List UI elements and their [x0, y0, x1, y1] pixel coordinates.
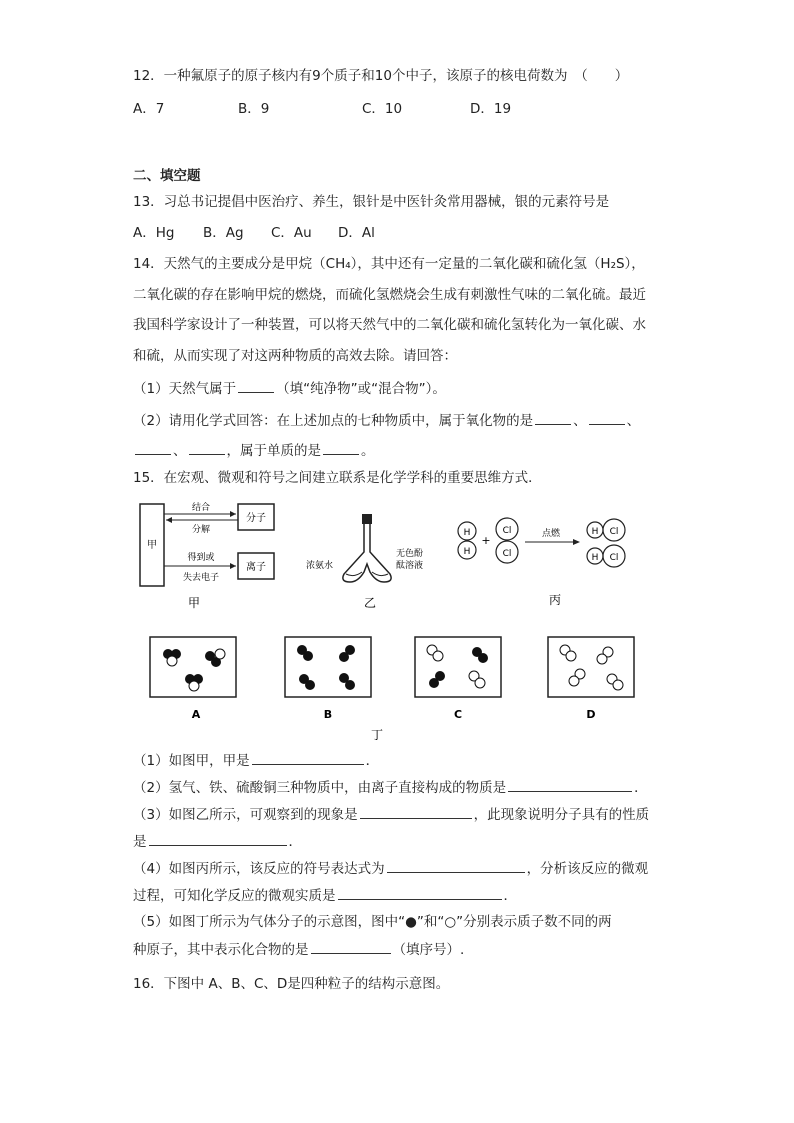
q15-sub2 — [133, 777, 648, 798]
q15-sub4-text-b: ，分析该反应的微观 — [526, 861, 649, 877]
figure-yi-ammonia-label: 浓氨水 — [306, 561, 334, 571]
q15-sub5-cont — [133, 939, 464, 960]
answer-blank[interactable] — [311, 939, 391, 954]
q13-option-a: A．Hg — [133, 225, 175, 241]
figure-ding-caption: 丁 — [370, 728, 384, 742]
q13-stem: 13．习总书记提倡中医治疗、养生，银针是中医针灸常用器械，银的元素符号是 — [133, 194, 610, 210]
answer-blank[interactable] — [238, 378, 274, 393]
q15-figures-top — [130, 496, 650, 612]
figure-yi-caption: 乙 — [363, 596, 377, 610]
reaction-condition: 点燃 — [541, 529, 561, 539]
q15-sub4-text-c: 过程，可知化学反应的微观实质是 — [133, 888, 336, 904]
answer-blank[interactable] — [135, 440, 171, 455]
q14-sub2-text-b: ，属于单质的是 — [226, 443, 321, 459]
answer-blank[interactable] — [323, 440, 359, 455]
separator: 、 — [626, 413, 641, 429]
q12-option-a: A．7 — [133, 101, 165, 117]
atom-h: H — [463, 547, 471, 557]
q14-sub1-hint: （填“纯净物”或“混合物”）。 — [276, 381, 446, 397]
figure-bing-caption: 丙 — [548, 593, 562, 607]
figure-ding-label-b: B — [323, 708, 333, 721]
q14-line-1: 14．天然气的主要成分是甲烷（CH₄），其中还有一定量的二氧化碳和硫化氢（H₂S）， — [133, 256, 645, 272]
figure-jia-gain-label: 得到或 — [187, 553, 215, 563]
atom-h: H — [591, 527, 599, 537]
q15-sub1 — [133, 750, 379, 771]
answer-blank[interactable] — [535, 410, 571, 425]
atom-cl: Cl — [609, 553, 619, 563]
period: ． — [503, 888, 517, 904]
section-title: 二、填空题 — [133, 168, 201, 184]
figure-jia-molecule-label: 分子 — [246, 513, 266, 524]
q15-sub5-text-b: 种原子，其中表示化合物的是 — [133, 942, 309, 958]
q15-sub3-text-b: ，此现象说明分子具有的性质 — [473, 807, 650, 823]
answer-blank[interactable] — [508, 777, 632, 792]
q12-option-c: C．10 — [362, 101, 403, 117]
q15-sub5: （5）如图丁所示为气体分子的示意图，图中“●”和“○”分别表示质子数不同的两 — [133, 914, 612, 930]
answer-blank[interactable] — [387, 858, 525, 873]
period: ． — [288, 834, 302, 850]
plus-sign: + — [481, 534, 491, 547]
q14-line-4: 和硫，从而实现了对这两种物质的高效去除。请回答： — [133, 348, 457, 364]
atom-h: H — [591, 553, 599, 563]
figure-jia-caption: 甲 — [187, 596, 201, 610]
figure-jia-ion-label: 离子 — [246, 562, 266, 573]
figure-yi — [306, 514, 423, 610]
figure-bing — [458, 518, 625, 607]
q12-stem: 12．一种氟原子的原子核内有9个质子和10个中子，该原子的核电荷数为 （ ） — [133, 68, 629, 84]
q15-sub4-text: （4）如图丙所示，该反应的符号表达式为 — [133, 861, 385, 877]
figure-jia-combine-label: 结合 — [191, 503, 211, 513]
figure-yi-phenol-label-2: 酞溶液 — [396, 561, 424, 571]
q13-option-d: D．Al — [338, 225, 375, 241]
figure-ding-label-a: A — [191, 708, 201, 721]
figure-yi-phenol-label-1: 无色酚 — [396, 549, 424, 559]
answer-blank[interactable] — [360, 804, 472, 819]
separator: 、 — [573, 413, 587, 429]
q15-sub3-text-c: 是 — [133, 834, 147, 850]
figure-jia — [140, 501, 274, 610]
figure-ding — [140, 632, 650, 744]
q12-option-d: D．19 — [470, 101, 512, 117]
q15-sub4 — [133, 858, 648, 879]
figure-jia-lose-label: 失去电子 — [182, 573, 220, 583]
period: 。 — [361, 443, 375, 459]
q15-sub4-cont — [133, 885, 517, 906]
q14-sub1 — [133, 378, 446, 399]
answer-blank[interactable] — [589, 410, 625, 425]
q12-option-b: B．9 — [238, 101, 270, 117]
q15-sub3-cont — [133, 831, 302, 852]
q16-stem: 16．下图中 A、B、C、D是四种粒子的结构示意图。 — [133, 976, 450, 992]
q14-sub2 — [133, 410, 640, 431]
figure-ding-label-d: D — [586, 708, 596, 721]
q14-sub1-text: （1）天然气属于 — [133, 381, 237, 397]
answer-blank[interactable] — [252, 750, 364, 765]
q15-sub5-text-c: （填序号）. — [392, 942, 465, 958]
answer-blank[interactable] — [149, 831, 287, 846]
atom-h: H — [463, 528, 471, 538]
atom-cl: Cl — [609, 527, 619, 537]
atom-cl: Cl — [502, 526, 512, 536]
q14-sub2-text: （2）请用化学式回答：在上述加点的七种物质中，属于氧化物的是 — [133, 413, 534, 429]
q14-line-2: 二氧化碳的存在影响甲烷的燃烧，而硫化氢燃烧会生成有刺激性气味的二氧化硫。最近 — [133, 287, 646, 303]
q15-stem: 15．在宏观、微观和符号之间建立联系是化学学科的重要思维方式． — [133, 470, 542, 486]
q15-sub3 — [133, 804, 649, 825]
q14-sub2-cont — [133, 440, 375, 461]
answer-blank[interactable] — [189, 440, 225, 455]
separator: 、 — [173, 443, 187, 459]
q15-sub3-text: （3）如图乙所示，可观察到的现象是 — [133, 807, 358, 823]
q13-option-c: C．Au — [271, 225, 312, 241]
figure-jia-decompose-label: 分解 — [191, 525, 211, 535]
q15-sub2-text: （2）氢气、铁、硫酸铜三种物质中，由离子直接构成的物质是 — [133, 780, 507, 796]
period: ． — [365, 753, 380, 769]
figure-ding-label-c: C — [453, 708, 463, 721]
atom-cl: Cl — [502, 549, 512, 559]
answer-blank[interactable] — [338, 885, 502, 900]
period: ． — [634, 780, 648, 796]
figure-jia-main-label: 甲 — [147, 540, 157, 551]
q15-sub1-text: （1）如图甲，甲是 — [133, 753, 250, 769]
q13-option-b: B．Ag — [203, 225, 244, 241]
q14-line-3: 我国科学家设计了一种装置，可以将天然气中的二氧化碳和硫化氢转化为一氧化碳、水 — [133, 317, 646, 333]
